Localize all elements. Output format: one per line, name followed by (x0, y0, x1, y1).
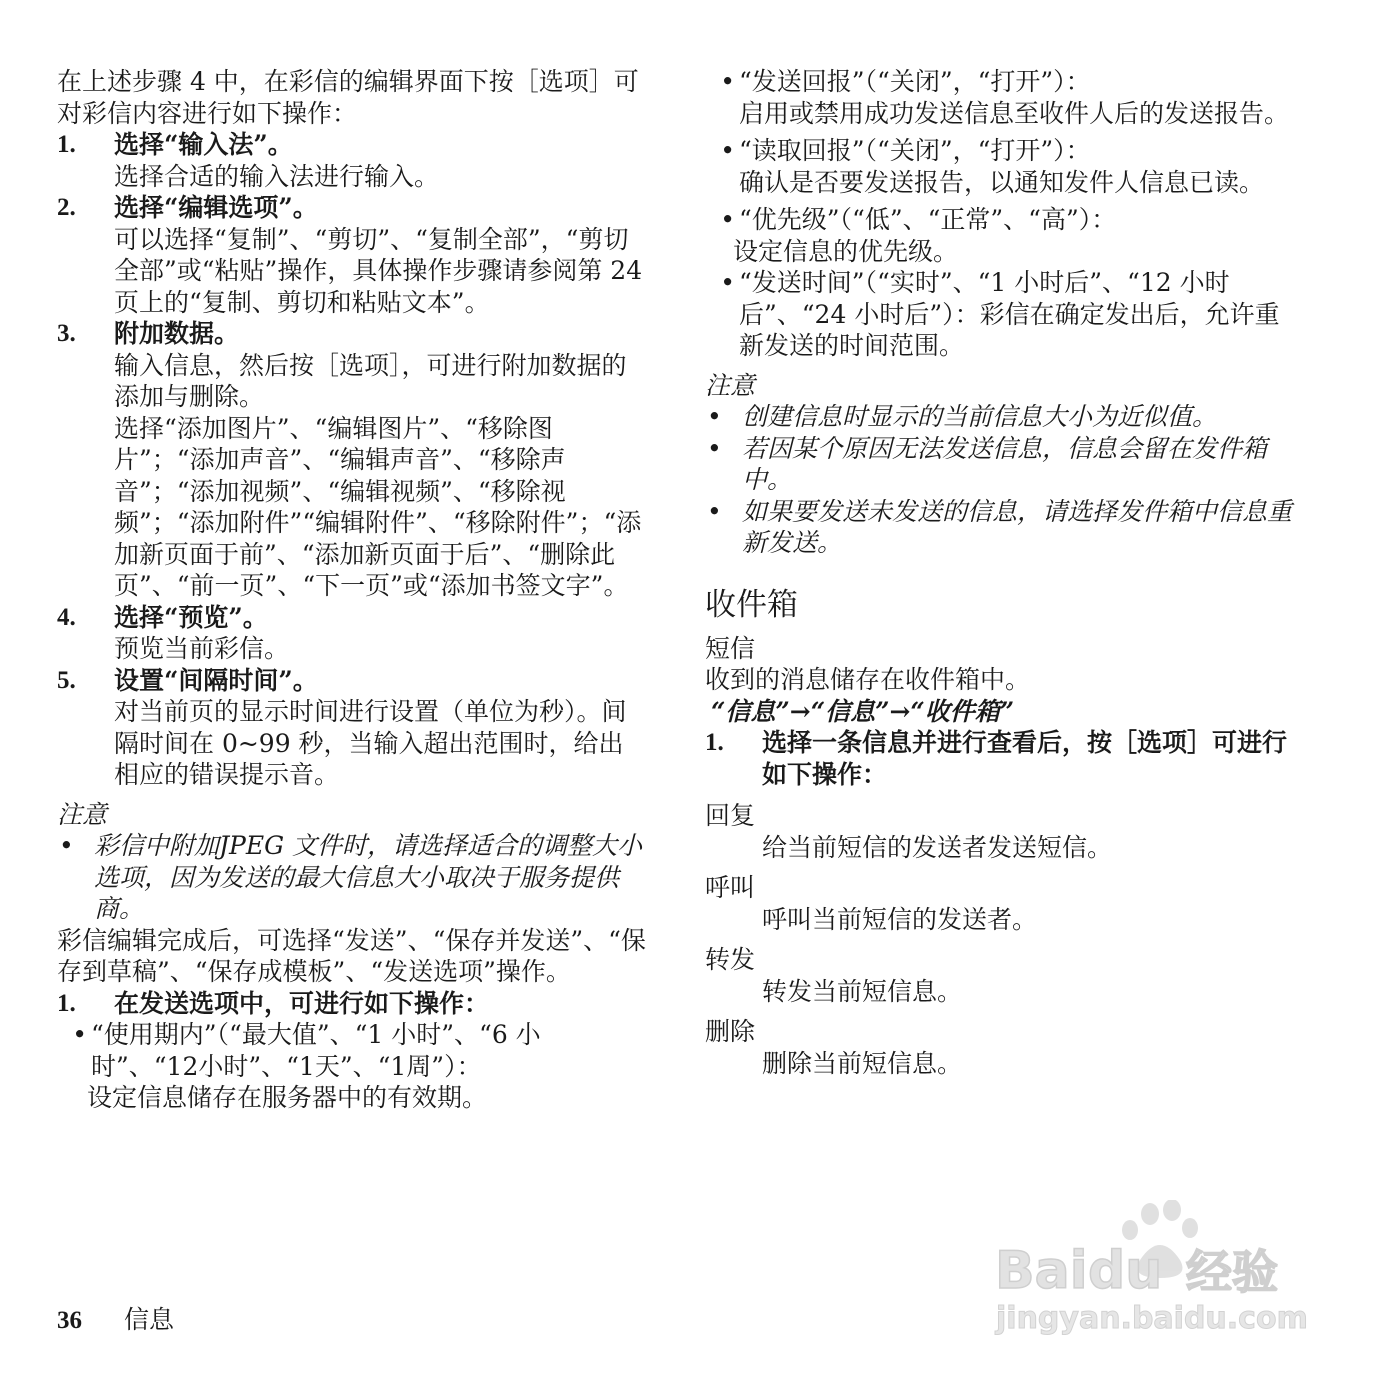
bullet-icon: • (720, 205, 735, 234)
option-head: “优先级”（“低”、“正常”、“高”）： (739, 205, 1117, 234)
step-1 (57, 129, 647, 161)
bullet-icon: • (707, 402, 722, 431)
bullet-icon: • (720, 67, 735, 96)
step-title: 选择“输入法”。 (114, 130, 293, 159)
paw-logo-icon (990, 1200, 1310, 1340)
step-body: 选择合适的输入法进行输入。 (114, 161, 440, 191)
svg-text:Bai: Bai (995, 1241, 1088, 1301)
step-4 (57, 602, 647, 634)
bullet-icon: • (707, 433, 722, 463)
note-text: 如果要发送未发送的信息，请选择发件箱中信息重新发送。 (742, 496, 1293, 557)
after-note-paragraph: 彩信编辑完成后，可选择“发送”、“保存并发送”、“保存到草稿”、“保存成模板”、“发送选项”操作。 (57, 925, 646, 986)
bullet-icon: • (720, 136, 735, 165)
step-title: 选择“预览”。 (114, 602, 268, 632)
step-title: 设置“间隔时间”。 (114, 665, 318, 695)
baidu-watermark-logo (990, 1200, 1310, 1340)
option-item (705, 66, 1295, 98)
step-number: 1. (705, 729, 724, 756)
step-number: 1. (57, 131, 76, 158)
note-text: 若因某个原因无法发送信息，信息会留在发件箱中。 (742, 433, 1268, 494)
step-body: 可以选择“复制”、“剪切”、“复制全部”，“剪切全部”或“粘贴”操作，具体操作步骤请参阅第 24 页上的“复制、剪切和粘贴文本”。 (114, 224, 643, 317)
send-option-body: 设定信息储存在服务器中的有效期。 (87, 1083, 488, 1112)
left-column (57, 66, 647, 1114)
step-body: 预览当前彩信。 (114, 634, 290, 663)
bullet-icon: • (72, 1020, 87, 1049)
option-desc: 给当前短信的发送者发送短信。 (762, 832, 1113, 862)
note-text: 创建信息时显示的当前信息大小为近似值。 (742, 402, 1218, 431)
intro-paragraph: 在上述步骤 4 中，在彩信的编辑界面下按［选项］可对彩信内容进行如下操作： (57, 67, 639, 128)
step-title: 在发送选项中，可进行如下操作： (114, 988, 490, 1018)
step-title: 选择“编辑选项”。 (114, 193, 318, 222)
step-number: 3. (57, 320, 76, 347)
page-number: 36 (57, 1307, 82, 1334)
option-body: 设定信息的优先级。 (733, 236, 959, 266)
svg-text:经验: 经验 (1186, 1245, 1278, 1299)
note-text: 彩信中附加JPEG 文件时，请选择适合的调整大小选项，因为发送的最大信息大小取决于服务提供商。 (94, 831, 643, 923)
step-5 (57, 665, 647, 697)
option-item (705, 135, 1295, 167)
step-body: 选择“添加图片”、“编辑图片”、“移除图片”；“添加声音”、“编辑声音”、“移除声音”；“添加视频”、“编辑视频”、“移除视频”；“添加附件”“编辑附件”、“移除附件”；“添加新页面于前”、“添加新页面于后”、“删除此页”、“前一页”、“下一页”或“添加书签文字”。 (114, 413, 642, 600)
option-body: 确认是否要发送报告，以通知发件人信息已读。 (739, 167, 1265, 197)
option-head: “发送回报”（“关闭”，“打开”）： (739, 67, 1091, 96)
sub-description: 收到的消息储存在收件箱中。 (705, 665, 1031, 694)
right-column (705, 66, 1295, 1079)
svg-text:du: du (1088, 1241, 1163, 1301)
note-item (705, 496, 1295, 559)
option-label-call: 呼叫 (705, 873, 756, 902)
option-desc: 呼叫当前短信的发送者。 (762, 904, 1038, 934)
bullet-icon: • (707, 496, 722, 526)
step-body: 输入信息，然后按［选项］，可进行附加数据的添加与删除。 (114, 350, 627, 411)
sub-title: 短信 (705, 633, 756, 663)
step-2 (57, 192, 647, 224)
section-title: 收件箱 (705, 586, 798, 623)
option-desc: 转发当前短信息。 (762, 976, 963, 1006)
send-option-head: “使用期内”（“最大值”、“1 小时”、“6 小时”、“12小时”、“1天”、“1周”）： (91, 1020, 541, 1081)
menu-path: “信息”→“信息”→“收件箱” (711, 696, 1015, 726)
option-item (705, 204, 1295, 236)
note-item (705, 401, 1295, 433)
note-heading: 注意 (57, 799, 108, 829)
note-item (705, 433, 1295, 496)
step-title: 选择一条信息并进行查看后，按［选项］可进行如下操作： (762, 728, 1288, 789)
option-label-reply: 回复 (705, 801, 756, 830)
step-3 (57, 318, 647, 350)
page-footer (57, 1304, 174, 1337)
footer-section: 信息 (124, 1305, 175, 1334)
send-step (57, 988, 647, 1020)
step-number: 1. (57, 989, 76, 1017)
option-label-forward: 转发 (705, 945, 756, 974)
option-item (705, 267, 1295, 362)
step-number: 5. (57, 666, 76, 694)
option-head: “读取回报”（“关闭”，“打开”）： (739, 136, 1091, 165)
inbox-step (705, 727, 1295, 790)
step-title: 附加数据。 (114, 319, 240, 348)
option-label-delete: 删除 (705, 1017, 756, 1046)
note-item (57, 830, 647, 925)
step-number: 4. (57, 603, 76, 631)
send-option-item (57, 1019, 647, 1082)
svg-text:jingyan.baidu.com: jingyan.baidu.com (996, 1301, 1308, 1336)
option-desc: 删除当前短信息。 (762, 1048, 963, 1078)
bullet-icon: • (59, 831, 74, 860)
step-number: 2. (57, 194, 76, 221)
option-body: 启用或禁用成功发送信息至收件人后的发送报告。 (739, 98, 1290, 128)
bullet-icon: • (720, 268, 735, 297)
step-body: 对当前页的显示时间进行设置（单位为秒）。间隔时间在 0~99 秒，当输入超出范围时，给出相应的错误提示音。 (114, 697, 627, 789)
option-head: “发送时间”（“实时”、“1 小时后”、“12 小时后”、“24 小时后”）：彩信在确定发出后，允许重新发送的时间范围。 (739, 268, 1280, 360)
note-heading: 注意 (705, 370, 756, 400)
